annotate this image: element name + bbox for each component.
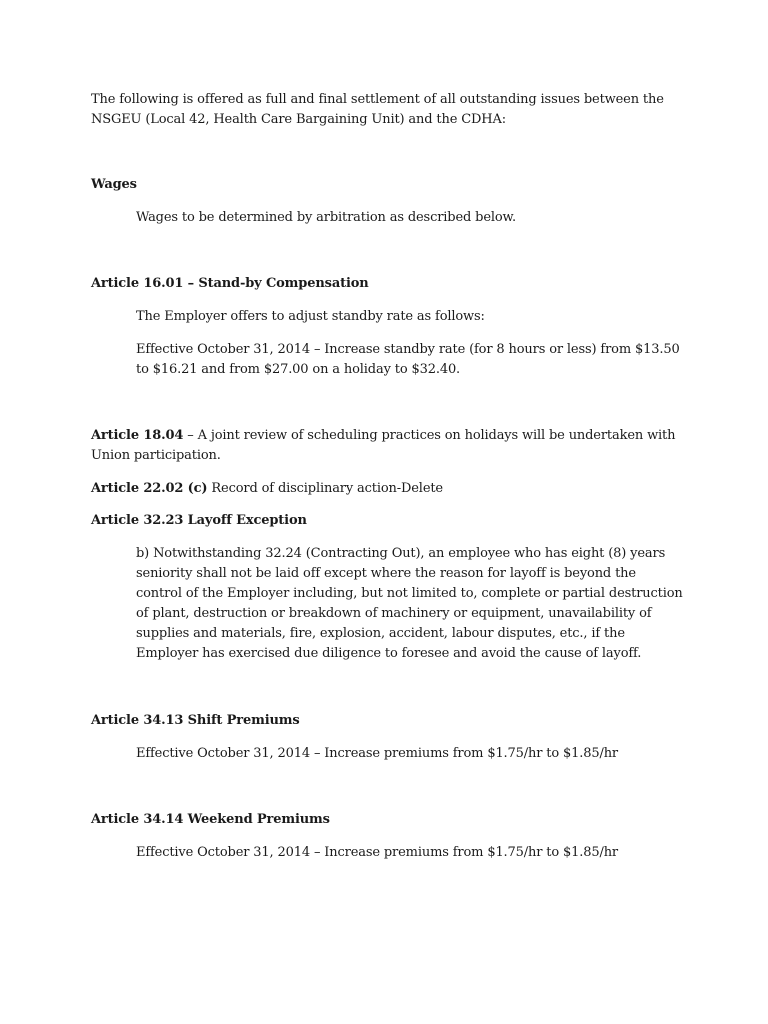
article-32-23-line: Employer has exercised due diligence to foresee and avoid the cause of layoff. <box>136 646 642 661</box>
article-16-01-para-2 <box>136 340 680 380</box>
article-18-04-text-line-2: Union participation. <box>91 448 221 463</box>
article-32-23-line: seniority shall not be laid off except where the reason for layoff is beyond the <box>136 566 636 581</box>
wages-body: Wages to be determined by arbitration as described below. <box>136 210 516 225</box>
article-32-23-line: control of the Employer including, but not limited to, complete or partial destruction <box>136 586 683 601</box>
article-22-02-label: Article 22.02 (c) <box>91 481 208 496</box>
article-16-01-para-2-line-2: to $16.21 and from $27.00 on a holiday to $32.40. <box>136 362 461 377</box>
article-32-23-heading: Article 32.23 Layoff Exception <box>91 513 307 528</box>
article-32-23-body <box>136 544 683 664</box>
wages-heading: Wages <box>91 177 137 192</box>
article-32-23-line: b) Notwithstanding 32.24 (Contracting Out), an employee who has eight (8) years <box>136 546 666 561</box>
article-32-23-line: supplies and materials, fire, explosion, accident, labour disputes, etc., if the <box>136 626 625 641</box>
article-16-01-para-2-line-1: Effective October 31, 2014 – Increase standby rate (for 8 hours or less) from $13.50 <box>136 342 680 357</box>
intro-line-2: NSGEU (Local 42, Health Care Bargaining Unit) and the CDHA: <box>91 112 506 127</box>
article-22-02-paragraph <box>91 479 443 499</box>
article-34-14-heading: Article 34.14 Weekend Premiums <box>91 812 330 827</box>
article-18-04-paragraph <box>91 426 675 466</box>
article-34-13-heading: Article 34.13 Shift Premiums <box>91 713 300 728</box>
article-16-01-heading: Article 16.01 – Stand-by Compensation <box>91 276 369 291</box>
article-34-13-body: Effective October 31, 2014 – Increase premiums from $1.75/hr to $1.85/hr <box>136 746 619 761</box>
intro-line-1: The following is offered as full and final settlement of all outstanding issues between the <box>91 92 664 107</box>
article-16-01-para-1: The Employer offers to adjust standby rate as follows: <box>136 309 485 324</box>
article-22-02-text: Record of disciplinary action-Delete <box>207 481 443 496</box>
article-32-23-line: of plant, destruction or breakdown of machinery or equipment, unavailability of <box>136 606 652 621</box>
intro-paragraph <box>91 90 664 130</box>
article-34-14-body: Effective October 31, 2014 – Increase premiums from $1.75/hr to $1.85/hr <box>136 845 619 860</box>
article-18-04-text-line-1: – A joint review of scheduling practices on holidays will be undertaken with <box>183 428 676 443</box>
article-18-04-label: Article 18.04 <box>91 428 184 443</box>
